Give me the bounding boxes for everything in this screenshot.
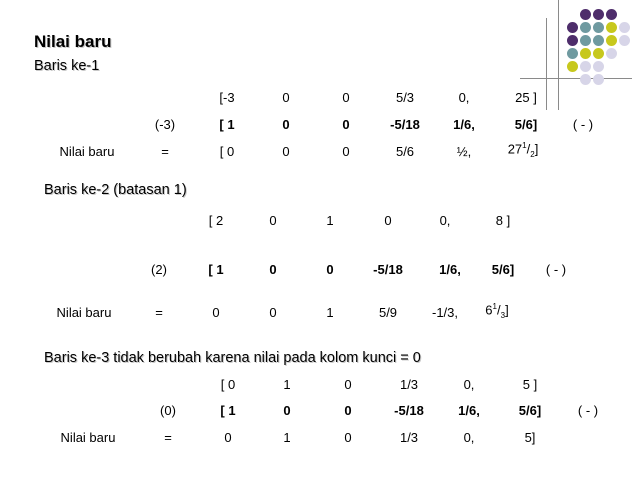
decorative-dot (580, 74, 591, 85)
value-cell: 0 (282, 117, 290, 132)
multiplier: (0) (160, 403, 176, 418)
value-cell: [ 2 (208, 213, 224, 228)
value-cell: [ 0 (219, 144, 235, 159)
value-cell: 0 (269, 213, 277, 228)
value-cell: 1 (326, 213, 334, 228)
decorative-dot (593, 74, 604, 85)
mixed-number: $6^1/_3$] (485, 302, 509, 320)
value-cell: 0 (326, 262, 334, 277)
row-label: Nilai baru (59, 144, 115, 159)
decorative-dot (567, 48, 578, 59)
value-cell: -5/18 (390, 117, 420, 132)
value-cell: 0 (344, 377, 352, 392)
operator-label: ( - ) (572, 117, 594, 132)
decorative-dot (580, 35, 591, 46)
page-title: Nilai baru (34, 32, 112, 51)
value-cell: 0 (342, 90, 350, 105)
value-cell: -1/3, (431, 305, 459, 320)
decorative-dot (567, 35, 578, 46)
decorative-dot (593, 9, 604, 20)
section-heading: Baris ke-1 (34, 58, 100, 74)
value-cell: 5/3 (395, 90, 415, 105)
divider-line (546, 18, 547, 110)
value-cell: 0 (282, 144, 290, 159)
decorative-dot (593, 22, 604, 33)
decorative-dot (606, 9, 617, 20)
multiplier: (2) (151, 262, 167, 277)
value-cell: 5 ] (522, 377, 538, 392)
value-cell: 1/6, (439, 262, 461, 277)
operator-label: ( - ) (577, 403, 599, 418)
value-cell: 5] (524, 430, 536, 445)
value-cell: 0 (342, 144, 350, 159)
value-cell: 0 (212, 305, 220, 320)
decorative-dot (580, 9, 591, 20)
value-cell: 0 (283, 403, 291, 418)
value-cell: 0 (269, 305, 277, 320)
decorative-dot (567, 22, 578, 33)
value-cell: 0 (269, 262, 277, 277)
value-cell: 1/6, (458, 403, 480, 418)
value-cell: 1/3 (399, 377, 419, 392)
value-cell: [ 1 (208, 262, 224, 277)
decorative-dot (606, 48, 617, 59)
equals-sign: = (161, 144, 169, 159)
equals-sign: = (155, 305, 163, 320)
equals-sign: = (164, 430, 172, 445)
decorative-dot (593, 48, 604, 59)
value-cell: 1 (283, 430, 291, 445)
value-cell: 0 (384, 213, 392, 228)
decorative-dot (606, 35, 617, 46)
value-cell: -5/18 (394, 403, 424, 418)
value-cell: [ 1 (220, 403, 236, 418)
divider-line (558, 0, 559, 110)
decorative-dot (567, 61, 578, 72)
multiplier: (-3) (154, 117, 176, 132)
value-cell: 5/6] (518, 403, 542, 418)
value-cell: 5/6] (514, 117, 538, 132)
value-cell: [ 0 (220, 377, 236, 392)
value-cell: ½, (456, 144, 472, 159)
section-heading: Baris ke-2 (batasan 1) (44, 182, 187, 198)
value-cell: -5/18 (373, 262, 403, 277)
row-label: Nilai baru (56, 305, 112, 320)
operator-label: ( - ) (545, 262, 567, 277)
decorative-dot (593, 35, 604, 46)
value-cell: 5/6] (491, 262, 515, 277)
value-cell: [-3 (219, 90, 235, 105)
value-cell: 1/6, (453, 117, 475, 132)
decorative-dot (606, 22, 617, 33)
decorative-dot (619, 35, 630, 46)
section-heading: Baris ke-3 tidak berubah karena nilai pada kolom kunci = 0 (44, 350, 421, 366)
mixed-number: $27^1/_2$] (507, 141, 539, 159)
value-cell: 0, (463, 377, 475, 392)
decorative-dot (580, 48, 591, 59)
value-cell: 0, (439, 213, 451, 228)
decorative-dot (593, 61, 604, 72)
decorative-dot (580, 61, 591, 72)
value-cell: 5/9 (378, 305, 398, 320)
value-cell: 0 (282, 90, 290, 105)
value-cell: 25 ] (515, 90, 537, 105)
value-cell: 0 (342, 117, 350, 132)
decorative-dot (580, 22, 591, 33)
value-cell: 5/6 (395, 144, 415, 159)
value-cell: 1 (326, 305, 334, 320)
value-cell: [ 1 (219, 117, 235, 132)
value-cell: 8 ] (495, 213, 511, 228)
divider-line (520, 78, 632, 79)
row-label: Nilai baru (60, 430, 116, 445)
value-cell: 0 (344, 430, 352, 445)
value-cell: 0 (224, 430, 232, 445)
value-cell: 0 (344, 403, 352, 418)
value-cell: 1/3 (399, 430, 419, 445)
value-cell: 0, (458, 90, 470, 105)
value-cell: 1 (283, 377, 291, 392)
decorative-dot (619, 22, 630, 33)
value-cell: 0, (463, 430, 475, 445)
